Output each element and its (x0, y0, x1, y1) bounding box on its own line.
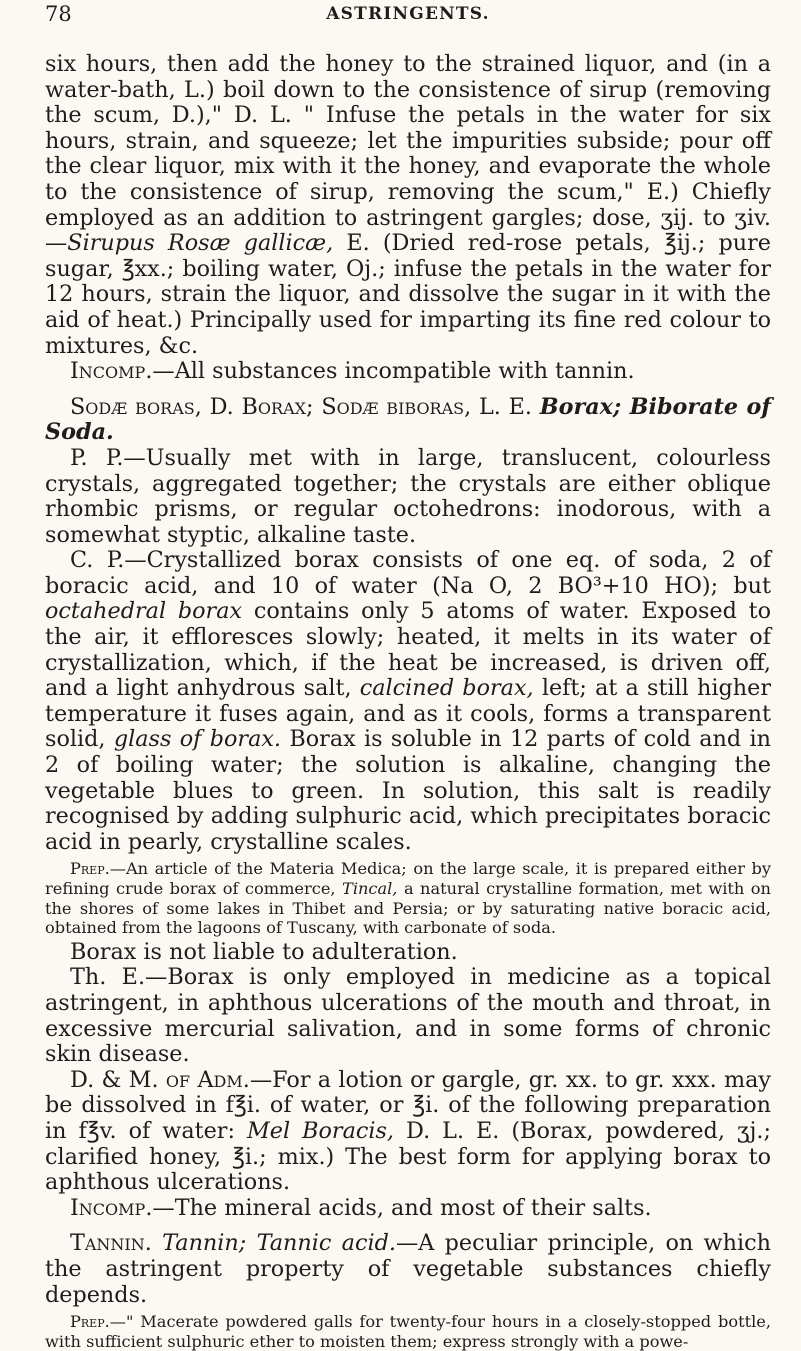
paragraph-rosae-sirup: six hours, then add the honey to the strained liquor, and (in a water-bath, L.) boil down to the consistence of sirup (removing the scum, D.)," D. L. " Infuse the petals in the water for six hours, strain, and squeeze; let the impurities subside; pour off the clear liquor, mix with it the honey, and evaporate the whole to the consistence of sirup, removing the scum," E.) Chiefly employed as an addition to astringent gargles; dose, ʒij. to ʒiv.—Sirupus Rosæ gallicæ, E. (Dried red-rose petals, ℥ij.; pure sugar, ℥xx.; boiling water, Oj.; infuse the petals in the water for 12 hours, strain the liquor, and dissolve the sugar in it with the aid of heat.) Principally used for imparting its fine red colour to mixtures, &c. (45, 51, 772, 359)
page-number: 78 (45, 2, 72, 26)
paragraph-adulteration: Borax is not liable to adulteration. (70, 938, 458, 965)
section-title-tannin: Tannin. Tannin; Tannic acid.—A peculiar principle, on which the astringent property of vegetable substances chiefly depends. (45, 1230, 771, 1308)
running-head: ASTRINGENTS. (326, 4, 490, 24)
paragraph-physical-properties: P. P.—Usually met with in large, translucent, colourless crystals, aggregated together; the crystals are either oblique rhombic prisms, or regular octohedrons: inodorous, with a somewhat styptic, alkaline taste. (45, 444, 771, 548)
section-title-borax: Sodæ boras, D. Borax; Sodæ biboras, L. E. Borax; Biborate of Soda. (45, 393, 771, 446)
paragraph-preparation-borax: Prep.—An article of the Materia Medica; on the large scale, it is prepared either by refining crude borax of commerce, Tincal, a natural crystalline formation, met with on the shores of some lakes in Thibet and Persia; or by saturating native boracic acid, obtained from the lagoons of Tuscany, with carbonate of soda. (45, 859, 771, 938)
paragraph-chemical-properties: C. P.—Crystallized borax consists of one eq. of soda, 2 of boracic acid, and 10 of water (Na O, 2 BO³+10 HO); but octahedral borax contains only 5 atoms of water. Exposed to the air, it effloresces slowly; heated, it melts in its water of crystallization, which, if the heat be increased, is driven off, and a light anhydrous salt, calcined borax, left; at a still higher temperature it fuses again, and as it cools, forms a transparent solid, glass of borax. Borax is soluble in 12 parts of cold and in 2 of boiling water; the solution is alkaline, changing the vegetable blues to green. In solution, this salt is readily recognised by adding sulphuric acid, which precipitates boracic acid in pearly, crystalline scales. (45, 547, 772, 855)
page-header (45, 0, 771, 52)
paragraph-dose-administration: D. & M. of Adm.—For a lotion or gargle, gr. xx. to gr. xxx. may be dissolved in f℥i. of water, or ℥i. of the following preparation in f℥v. of water: Mel Boracis, D. L. E. (Borax, powdered, ʒj.; clarified honey, ℥i.; mix.) The best form for applying borax to aphthous ulcerations. (45, 1066, 772, 1196)
paragraph-preparation-tannin: Prep.—" Macerate powdered galls for twenty-four hours in a closely-stopped bottle, with sufficient sulphuric ether to moisten them; express strongly with a powe- (45, 1312, 771, 1351)
body-text (45, 52, 771, 1351)
paragraph-incompatibles-2: Incomp.—The mineral acids, and most of their salts. (70, 1194, 652, 1221)
paragraph-incompatibles-1: Incomp.—All substances incompatible with tannin. (70, 358, 635, 385)
paragraph-therapeutics: Th. E.—Borax is only employed in medicine as a topical astringent, in aphthous ulcerations of the mouth and throat, in excessive mercurial salivation, and in some forms of chronic skin disease. (45, 964, 771, 1068)
